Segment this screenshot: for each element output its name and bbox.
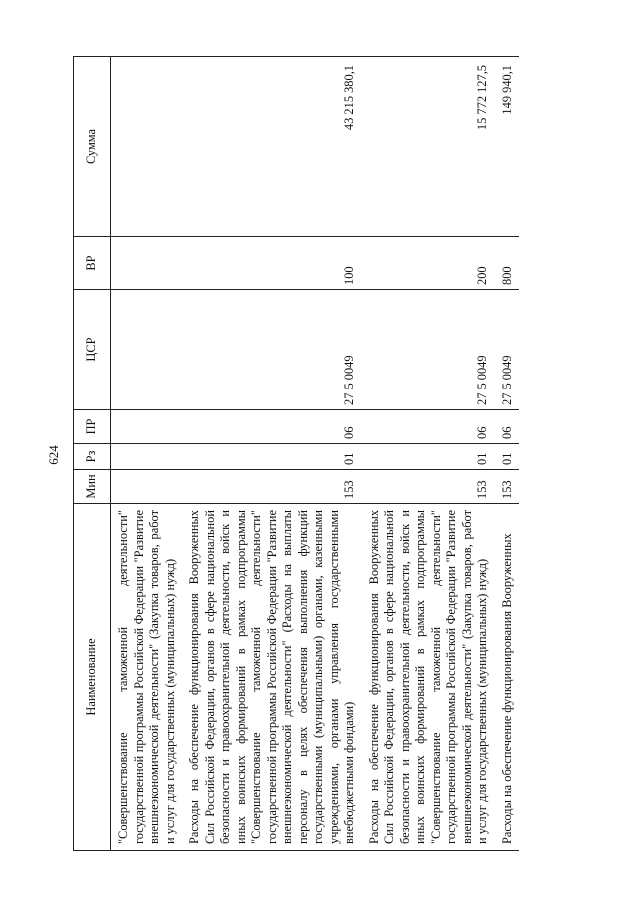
- col-header-name: Наименование: [74, 504, 111, 851]
- row-name: Расходы на обеспечение функционирования Вооруженных Сил Российской Федерации, органов в сфере национальной безопасности и правоохранительной деятельности, войск и иных воинских формирований в рамках подпрограммы "Совершенствование таможенной деятельности" государственной программы Российской Федерации "Развитие внешнеэкономической деятельности" (Расходы на выплаты персоналу в целях обеспечения выполнения функций государственными (муниципальными) органами, казенными учреждениями, органами управления государственными внебюджетными фондами): [182, 504, 362, 851]
- row-sum: [111, 57, 183, 237]
- row-min: 153: [182, 470, 362, 504]
- row-csr: 27 5 0049: [362, 290, 495, 410]
- row-vr: [111, 237, 183, 290]
- row-name: "Совершенствование таможенной деятельности" государственной программы Российской Федерации "Развитие внешнеэкономической деятельности" (Закупка товаров, работ и услуг для государственных (муниципальных) нужд): [111, 504, 183, 851]
- table-row: [362, 57, 495, 851]
- col-header-rz: Рз: [74, 444, 111, 470]
- row-rz: 01: [182, 444, 362, 470]
- row-name: Расходы на обеспечение функционирования Вооруженных Сил Российской Федерации, органов в сфере национальной безопасности и правоохранительной деятельности, войск и иных воинских формирований в рамках подпрограммы "Совершенствование таможенной деятельности" государственной программы Российской Федерации "Развитие внешнеэкономической деятельности" (Закупка товаров, работ и услуг для государственных (муниципальных) нужд): [362, 504, 495, 851]
- row-vr: 100: [182, 237, 362, 290]
- row-rz: [111, 444, 183, 470]
- row-pr: 06: [362, 410, 495, 444]
- row-vr: 200: [362, 237, 495, 290]
- table-row: [495, 57, 520, 851]
- row-rz: 01: [362, 444, 495, 470]
- row-vr: 800: [495, 237, 520, 290]
- row-min: [111, 470, 183, 504]
- budget-table: [73, 56, 519, 851]
- row-min: 153: [362, 470, 495, 504]
- row-pr: [111, 410, 183, 444]
- table-row: [182, 57, 362, 851]
- header-row: [74, 57, 111, 851]
- row-name: Расходы на обеспечение функционирования Вооруженных: [495, 504, 520, 851]
- col-header-csr: ЦСР: [74, 290, 111, 410]
- row-sum: 43 215 380,1: [182, 57, 362, 237]
- col-header-pr: ПР: [74, 410, 111, 444]
- col-header-min: Мин: [74, 470, 111, 504]
- col-header-sum: Сумма: [74, 57, 111, 237]
- row-sum: 149 940,1: [495, 57, 520, 237]
- rotated-table-container: [73, 57, 606, 851]
- row-pr: 06: [495, 410, 520, 444]
- page-number: 624: [46, 445, 61, 465]
- row-csr: 27 5 0049: [182, 290, 362, 410]
- table-row: [111, 57, 183, 851]
- row-csr: 27 5 0049: [495, 290, 520, 410]
- row-sum: 15 772 127,5: [362, 57, 495, 237]
- col-header-vr: ВР: [74, 237, 111, 290]
- row-min: 153: [495, 470, 520, 504]
- row-csr: [111, 290, 183, 410]
- row-pr: 06: [182, 410, 362, 444]
- row-rz: 01: [495, 444, 520, 470]
